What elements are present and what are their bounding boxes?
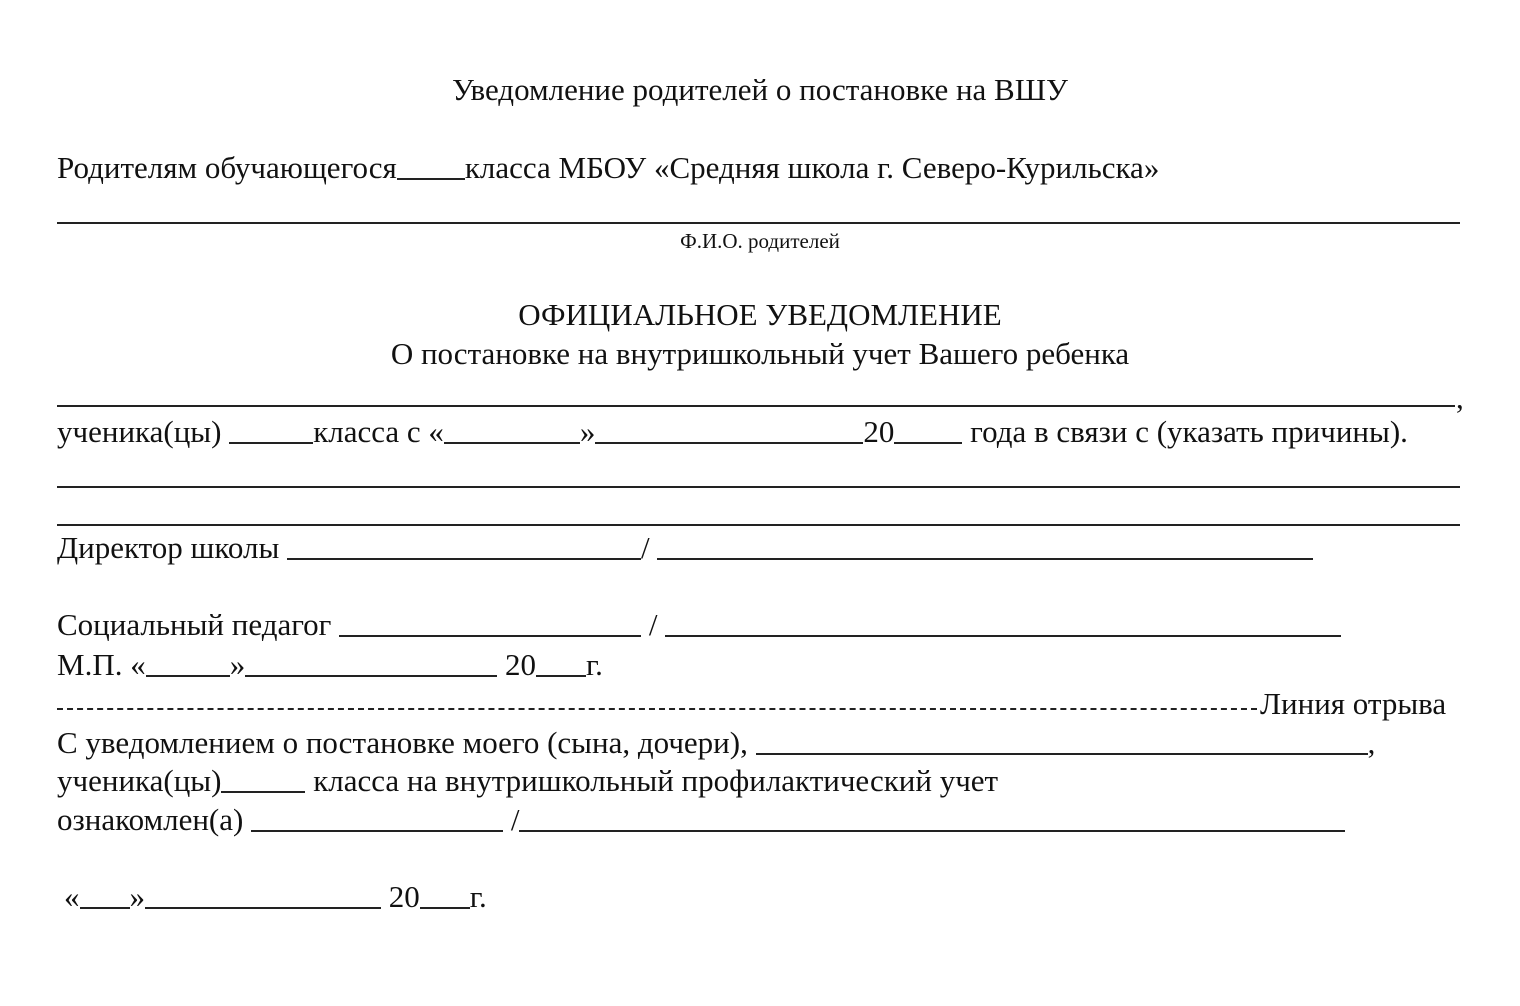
tear-dashed-line xyxy=(57,708,1257,710)
ack-date-line xyxy=(64,879,487,915)
year-prefix: 20 xyxy=(863,414,895,449)
social-pedagog-signature-line xyxy=(57,607,1341,643)
ack-student-label: ученика(цы) xyxy=(57,763,222,798)
parents-caption: Ф.И.О. родителей xyxy=(680,229,840,253)
ack-line-2-text: класса на внутришкольный профилактический учет xyxy=(313,763,999,798)
ack-child-name-blank[interactable] xyxy=(756,753,1368,755)
stamp-year-prefix: 20 xyxy=(504,647,536,682)
quote-close: » xyxy=(579,414,596,449)
day-blank[interactable] xyxy=(444,442,580,444)
ack-line-3 xyxy=(57,802,1345,838)
ack-line-1 xyxy=(57,725,1375,761)
stamp-date-line xyxy=(57,647,603,683)
ack-year-suffix: г. xyxy=(469,879,487,914)
director-signature-line xyxy=(57,530,1313,566)
month-blank[interactable] xyxy=(595,442,863,444)
stamp-label: М.П. « xyxy=(57,647,146,682)
class-blank[interactable] xyxy=(397,178,465,180)
year-blank[interactable] xyxy=(894,442,962,444)
ack-date-close: » xyxy=(129,879,145,914)
addressee-prefix: Родителям обучающегося xyxy=(57,150,397,185)
ack-line-1-comma: , xyxy=(1367,725,1376,760)
director-label: Директор школы xyxy=(57,530,280,565)
reason-text: года в связи с (указать причины). xyxy=(970,414,1408,449)
ack-class-blank[interactable] xyxy=(221,791,305,793)
stamp-year-blank[interactable] xyxy=(536,675,586,677)
ack-slash: / xyxy=(510,802,520,837)
student-label: ученика(цы) xyxy=(57,414,222,449)
student-class-blank[interactable] xyxy=(229,442,313,444)
ack-name-blank[interactable] xyxy=(519,830,1345,832)
social-pedagog-signature-blank[interactable] xyxy=(339,635,641,637)
ack-line-1-text: С уведомлением о постановке моего (сына, дочери), xyxy=(57,725,748,760)
class-from-label: класса с « xyxy=(313,414,444,449)
ack-year-blank[interactable] xyxy=(420,907,470,909)
document-title: Уведомление родителей о постановке на ВШУ xyxy=(452,72,1068,107)
stamp-quote-close: » xyxy=(229,647,246,682)
child-name-blank[interactable] xyxy=(57,405,1455,407)
reason-blank-1[interactable] xyxy=(57,486,1460,488)
addressee-line xyxy=(57,150,1159,186)
social-pedagog-slash: / xyxy=(648,607,658,642)
student-date-line xyxy=(57,414,1408,450)
ack-familiarized-label: ознакомлен(а) xyxy=(57,802,244,837)
reason-blank-2[interactable] xyxy=(57,524,1460,526)
stamp-day-blank[interactable] xyxy=(146,675,230,677)
notice-subheading: О постановке на внутришкольный учет Вашего ребенка xyxy=(390,336,1130,371)
ack-line-2 xyxy=(57,763,998,799)
director-signature-blank[interactable] xyxy=(287,558,641,560)
notice-heading: ОФИЦИАЛЬНОЕ УВЕДОМЛЕНИЕ xyxy=(518,297,1002,332)
social-pedagog-name-blank[interactable] xyxy=(665,635,1341,637)
ack-date-open: « xyxy=(64,879,80,914)
director-slash: / xyxy=(641,530,650,565)
ack-year-prefix: 20 xyxy=(388,879,420,914)
ack-signature-blank[interactable] xyxy=(251,830,503,832)
director-name-blank[interactable] xyxy=(657,558,1313,560)
child-name-comma: , xyxy=(1456,380,1464,415)
parents-name-blank[interactable] xyxy=(57,222,1460,224)
social-pedagog-label: Социальный педагог xyxy=(57,607,332,642)
stamp-year-suffix: г. xyxy=(585,647,603,682)
tear-line-label: Линия отрыва xyxy=(1260,686,1447,721)
stamp-month-blank[interactable] xyxy=(245,675,497,677)
ack-day-blank[interactable] xyxy=(80,907,130,909)
addressee-suffix: класса МБОУ «Средняя школа г. Северо-Курильска» xyxy=(464,150,1160,185)
ack-month-blank[interactable] xyxy=(145,907,381,909)
